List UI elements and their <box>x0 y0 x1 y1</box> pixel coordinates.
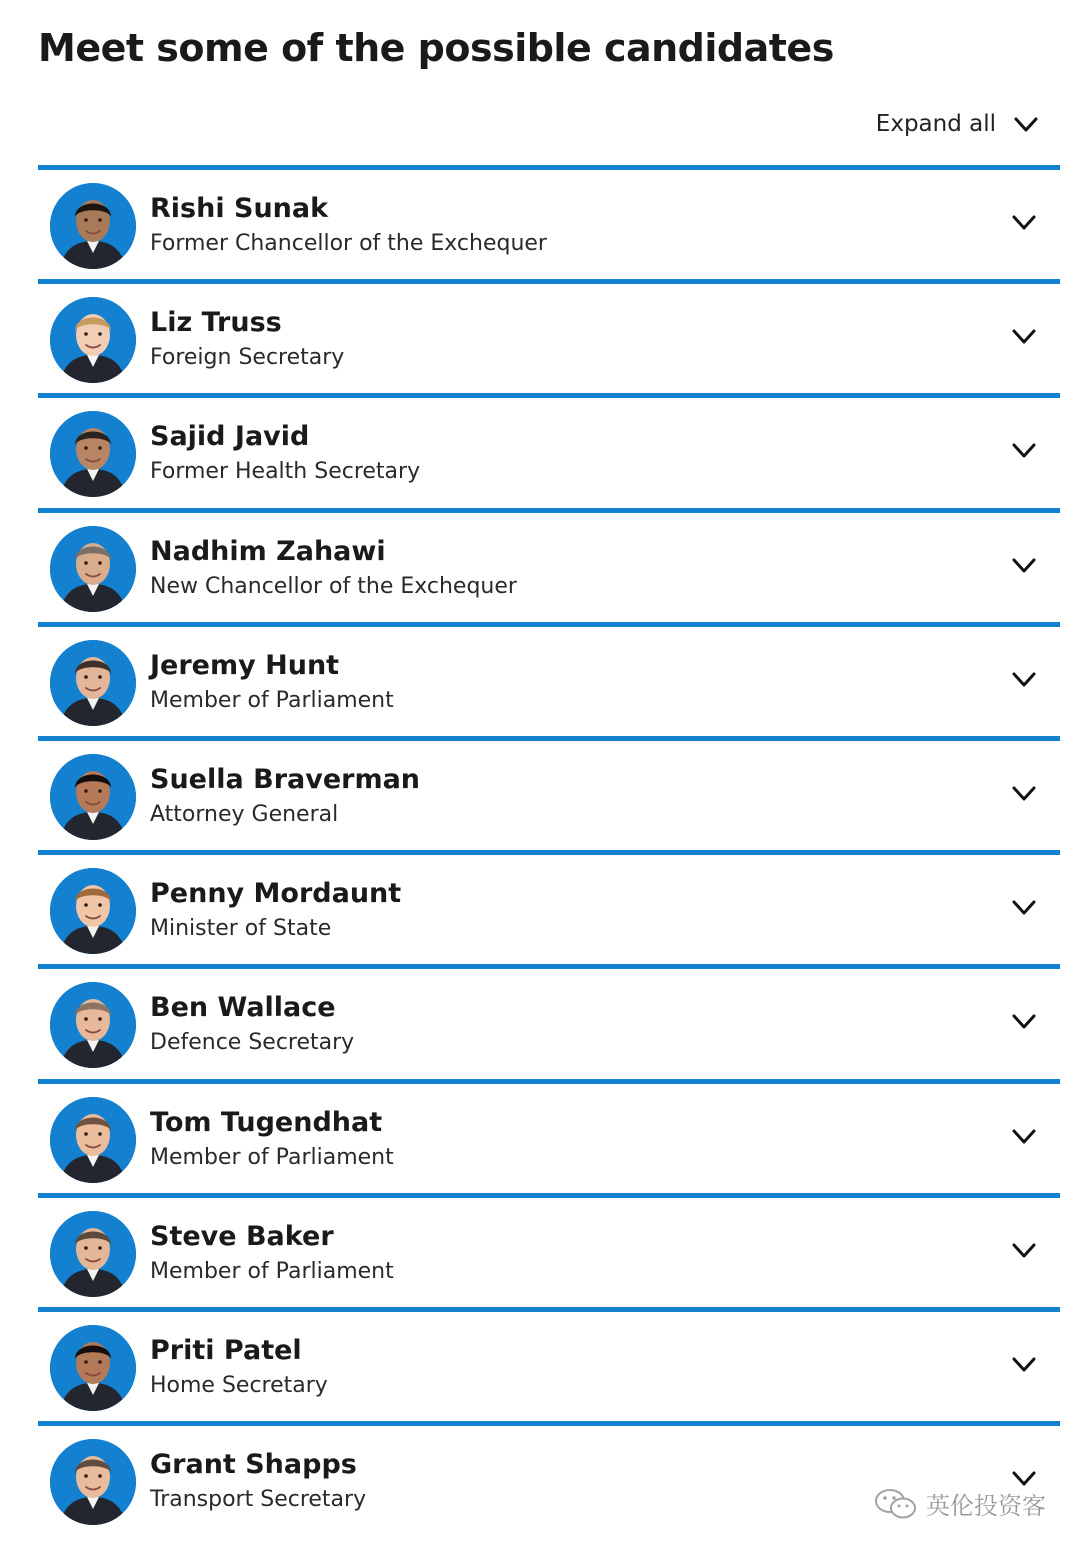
chevron-down-icon[interactable] <box>1010 208 1038 236</box>
chevron-down-icon[interactable] <box>1010 551 1038 579</box>
candidate-text <box>150 991 354 1061</box>
avatar <box>50 754 136 840</box>
candidate-role: Transport Secretary <box>150 1487 367 1513</box>
candidate-name: Rishi Sunak <box>150 193 329 224</box>
candidate-row-sajid-javid[interactable] <box>38 393 1060 507</box>
chevron-down-icon[interactable] <box>1010 436 1038 464</box>
avatar <box>50 1211 136 1297</box>
candidate-role: Minister of State <box>150 916 332 942</box>
avatar <box>50 297 136 383</box>
candidate-name: Suella Braverman <box>150 763 421 795</box>
candidate-role: Former Chancellor of the Exchequer <box>150 231 547 256</box>
chevron-down-icon[interactable] <box>1010 665 1038 693</box>
candidate-text <box>150 1334 328 1404</box>
candidate-name: Penny Mordaunt <box>150 878 402 910</box>
candidate-role: New Chancellor of the Exchequer <box>150 573 517 599</box>
avatar <box>50 1439 136 1525</box>
candidate-name: Sajid Javid <box>150 421 310 453</box>
candidate-text <box>150 1448 366 1518</box>
chevron-down-icon[interactable] <box>1010 1007 1038 1035</box>
candidate-row-nadhim-zahawi[interactable] <box>38 508 1060 622</box>
candidate-role: Member of Parliament <box>150 687 394 713</box>
candidate-row-jeremy-hunt[interactable] <box>38 622 1060 736</box>
candidate-text <box>150 649 394 719</box>
candidate-name: Liz Truss <box>150 307 282 339</box>
candidate-row-ben-wallace[interactable] <box>38 964 1060 1078</box>
chevron-down-icon[interactable] <box>1010 322 1038 350</box>
candidate-role: Defence Secretary <box>150 1030 355 1056</box>
candidate-row-tom-tugendhat[interactable] <box>38 1079 1060 1193</box>
avatar <box>50 868 136 954</box>
candidate-row-rishi-sunak[interactable] <box>38 165 1060 279</box>
watermark <box>874 1486 1046 1521</box>
candidate-row-liz-truss[interactable] <box>38 279 1060 393</box>
candidate-text <box>150 1106 394 1176</box>
candidate-name: Tom Tugendhat <box>150 1106 383 1138</box>
avatar <box>50 1097 136 1183</box>
candidate-role: Former Health Secretary <box>150 459 421 485</box>
avatar <box>50 1325 136 1411</box>
avatar <box>50 411 136 497</box>
candidate-text <box>150 763 420 833</box>
candidate-name: Jeremy Hunt <box>150 649 340 681</box>
wechat-icon <box>874 1488 918 1520</box>
candidate-list <box>38 165 1060 1535</box>
watermark-text: 英伦投资客 <box>926 1492 1046 1520</box>
candidate-text <box>150 877 401 947</box>
chevron-down-icon[interactable] <box>1010 893 1038 921</box>
candidate-name: Nadhim Zahawi <box>150 535 386 567</box>
candidate-text <box>150 535 517 605</box>
candidate-row-penny-mordaunt[interactable] <box>38 850 1060 964</box>
chevron-down-icon <box>1012 110 1040 138</box>
expand-all-label: Expand all <box>875 111 996 137</box>
page-title: Meet some of the possible candidates <box>38 26 834 70</box>
candidate-role: Member of Parliament <box>150 1258 394 1284</box>
avatar <box>50 526 136 612</box>
candidate-role: Home Secretary <box>150 1372 328 1398</box>
avatar <box>50 183 136 269</box>
avatar <box>50 982 136 1068</box>
candidate-row-steve-baker[interactable] <box>38 1193 1060 1307</box>
candidate-name: Grant Shapps <box>150 1449 357 1481</box>
chevron-down-icon[interactable] <box>1010 1122 1038 1150</box>
chevron-down-icon[interactable] <box>1010 1350 1038 1378</box>
expand-all-button[interactable] <box>876 104 1040 144</box>
candidate-row-suella-braverman[interactable] <box>38 736 1060 850</box>
candidate-role: Foreign Secretary <box>150 345 345 371</box>
candidate-text <box>150 192 547 262</box>
candidate-text <box>150 306 344 376</box>
candidate-text <box>150 420 420 490</box>
candidate-name: Steve Baker <box>150 1220 334 1252</box>
candidate-role: Member of Parliament <box>150 1144 394 1170</box>
avatar <box>50 640 136 726</box>
candidate-text <box>150 1220 394 1290</box>
candidate-role: Attorney General <box>150 801 339 827</box>
candidate-name: Priti Patel <box>150 1334 302 1366</box>
chevron-down-icon[interactable] <box>1010 1236 1038 1264</box>
candidate-row-priti-patel[interactable] <box>38 1307 1060 1421</box>
chevron-down-icon[interactable] <box>1010 779 1038 807</box>
candidate-name: Ben Wallace <box>150 992 336 1024</box>
